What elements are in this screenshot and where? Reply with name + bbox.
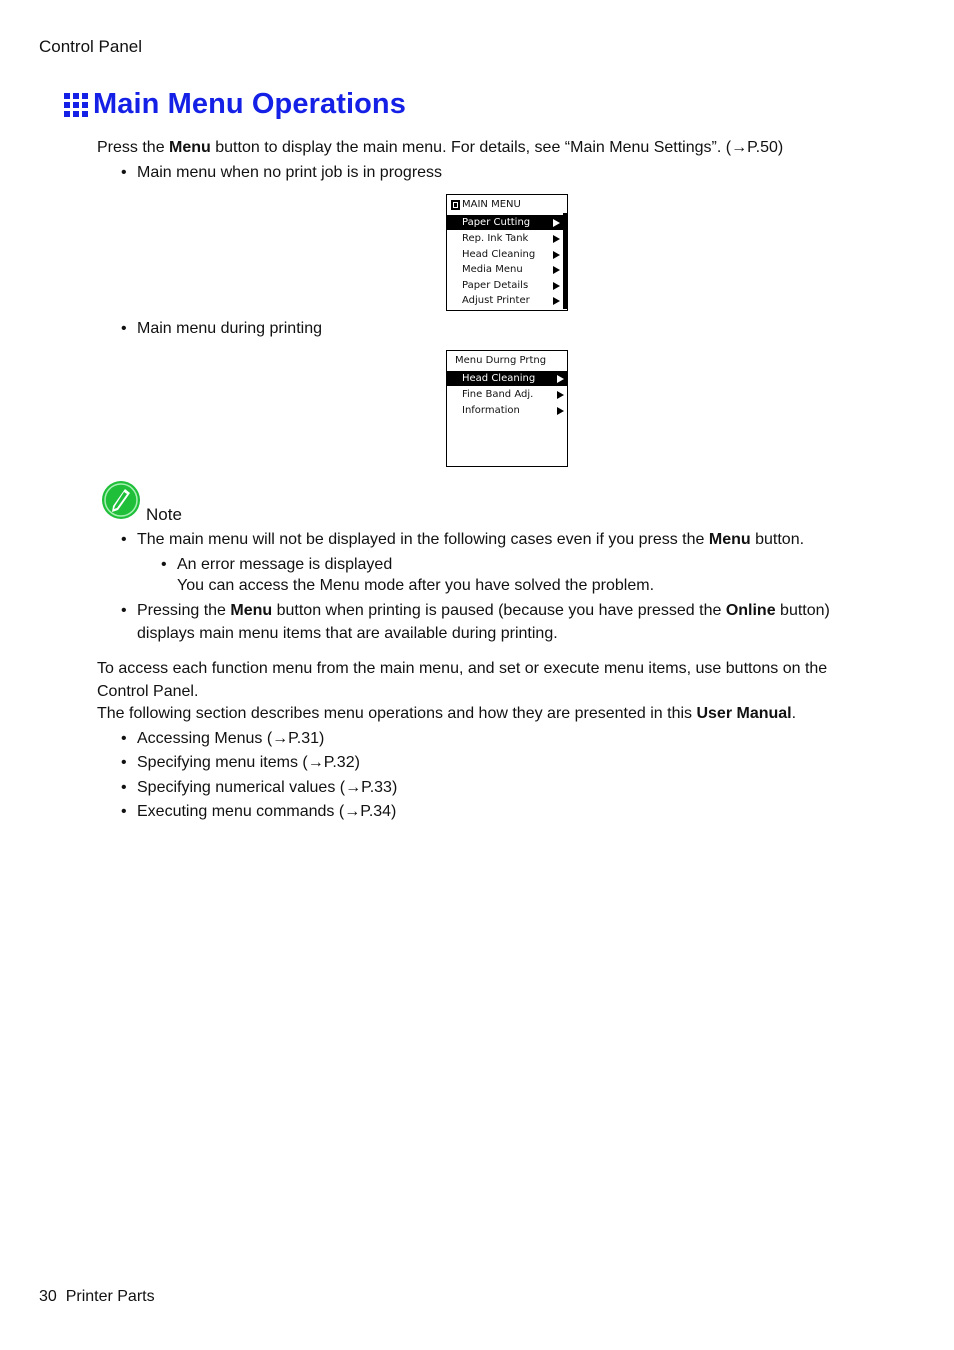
- bullet-text: Main menu when no print job is in progress: [137, 164, 443, 181]
- note-label: Note: [146, 505, 182, 524]
- sub-item-detail: You can access the Menu mode after you have solved the problem.: [177, 577, 655, 594]
- note-bold: Menu: [708, 531, 751, 548]
- bullet-mark: •: [161, 556, 167, 573]
- lcd-item-label: Media Menu: [462, 264, 523, 275]
- list-item: [121, 161, 443, 184]
- lcd-menu-item: [447, 278, 563, 293]
- bullet-text: Main menu during printing: [137, 320, 322, 337]
- note-text: button.: [750, 531, 805, 548]
- list-item: [121, 528, 805, 551]
- bullet-mark: •: [121, 164, 127, 181]
- body-paragraph-line: [97, 702, 796, 725]
- page-title: Main Menu Operations: [93, 88, 406, 120]
- arrow-right-icon: [557, 391, 564, 399]
- bullet-mark: •: [121, 602, 127, 619]
- arrow-right-icon: [553, 282, 560, 290]
- lcd-item-label: Paper Cutting: [462, 217, 531, 228]
- section-title-block: [64, 88, 406, 121]
- lcd-menu-item: [447, 247, 563, 262]
- footer-section: Printer Parts: [65, 1288, 155, 1305]
- note-text: button): [775, 602, 830, 619]
- intro-paragraph: [97, 136, 783, 159]
- bullet-mark: •: [121, 320, 127, 337]
- cross-reference-link[interactable]: Accessing Menus (→P.31): [137, 730, 325, 747]
- lcd-menu-item: [447, 262, 563, 277]
- grid-squares-icon: [64, 93, 88, 117]
- list-item: [121, 599, 830, 622]
- note-bold: Online: [725, 602, 776, 619]
- arrow-right-icon: [553, 235, 560, 243]
- arrow-right-icon: [553, 297, 560, 305]
- cross-reference-link[interactable]: Specifying menu items (→P.32): [137, 754, 360, 771]
- bullet-mark: •: [121, 531, 127, 548]
- note-bold: Menu: [230, 602, 273, 619]
- list-item: [121, 800, 397, 823]
- lcd-title-text: Menu Durng Prtng: [455, 355, 547, 366]
- bullet-mark: •: [121, 779, 127, 796]
- note-text: Pressing the: [137, 602, 231, 619]
- lcd-title: [451, 199, 521, 210]
- lcd-menu-item: [447, 231, 563, 246]
- arrow-right-icon: [557, 407, 564, 415]
- lcd-item-label: Head Cleaning: [462, 249, 536, 260]
- intro-menu-bold: Menu: [169, 139, 211, 156]
- lcd-menu-item: [447, 371, 567, 386]
- arrow-right-icon: [553, 251, 560, 259]
- pencil-note-icon: [101, 480, 141, 520]
- list-item: [121, 727, 325, 750]
- bullet-mark: •: [121, 803, 127, 820]
- body-bold: User Manual: [696, 705, 792, 722]
- lcd-menu-item: [447, 293, 563, 308]
- list-item: [121, 776, 398, 799]
- lcd-item-label: Paper Details: [462, 280, 529, 291]
- running-header: Control Panel: [39, 37, 143, 56]
- lcd-menu-item: [447, 387, 567, 402]
- arrow-right-icon: [553, 219, 560, 227]
- body-text: .: [791, 705, 797, 722]
- page-number: 30: [39, 1288, 57, 1305]
- body-paragraph-line: Control Panel.: [97, 683, 199, 700]
- intro-text-post: button to display the main menu. For details, see “Main Menu Settings”. (→P.50): [210, 139, 784, 156]
- note-text: The main menu will not be displayed in the following cases even if you press the: [137, 531, 709, 548]
- lcd-item-label: Information: [462, 405, 520, 416]
- lcd-menu-item: [447, 403, 567, 418]
- lcd-scrollbar: [563, 213, 567, 309]
- page-footer: [39, 1288, 155, 1306]
- note-text-continued: displays main menu items that are available during printing.: [137, 625, 558, 642]
- lcd-item-label: Rep. Ink Tank: [462, 233, 529, 244]
- note-text: button when printing is paused (because you have pressed the: [272, 602, 726, 619]
- lcd-item-label: Fine Band Adj.: [462, 389, 534, 400]
- sub-item-text: An error message is displayed: [177, 556, 393, 573]
- body-paragraph-line: To access each function menu from the main menu, and set or execute menu items, use buttons on the: [97, 660, 828, 677]
- lcd-title-text: MAIN MENU: [462, 199, 521, 210]
- bullet-mark: •: [121, 754, 127, 771]
- lcd-title: [455, 355, 546, 366]
- arrow-right-icon: [553, 266, 560, 274]
- intro-text-pre: Press the: [97, 139, 170, 156]
- arrow-right-icon: [557, 375, 564, 383]
- bullet-mark: •: [121, 730, 127, 747]
- list-item: [121, 317, 322, 340]
- lcd-menu-item: [447, 215, 563, 230]
- lcd-main-menu: [446, 194, 568, 311]
- body-text: The following section describes menu operations and how they are presented in this: [97, 705, 697, 722]
- cross-reference-link[interactable]: Specifying numerical values (→P.33): [137, 779, 398, 796]
- cross-reference-link[interactable]: Executing menu commands (→P.34): [137, 803, 397, 820]
- lcd-item-label: Adjust Printer: [462, 295, 530, 306]
- menu-icon: [451, 200, 460, 210]
- lcd-printing-menu: [446, 350, 568, 467]
- sub-list-item: [161, 553, 393, 576]
- lcd-item-label: Head Cleaning: [462, 373, 536, 384]
- list-item: [121, 751, 360, 774]
